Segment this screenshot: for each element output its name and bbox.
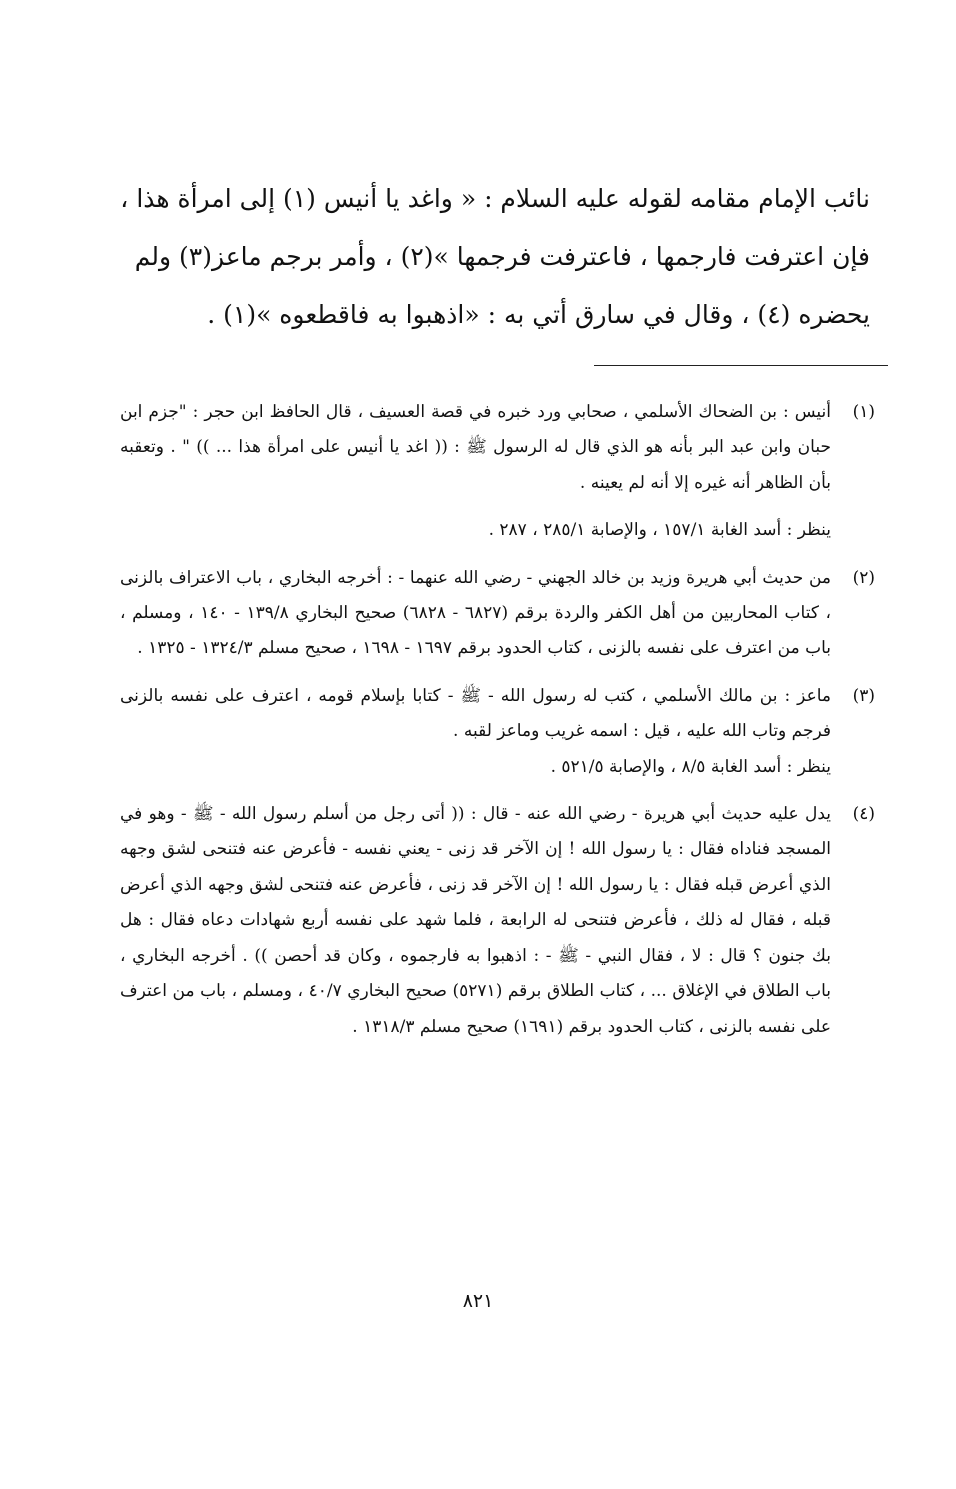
main-text-line: يحضره (٤) ، وقال في سارق أتي به : «اذهبوا به فاقطعوه »(١) . <box>207 300 870 329</box>
main-text-line: نائب الإمام مقامه لقوله عليه السلام : « واغد يا أنيس (١) إلى امرأة هذا ، <box>120 184 870 213</box>
footnotes-block <box>120 395 875 1045</box>
footnote-number: (١) <box>852 402 875 422</box>
footnote-text: يدل عليه حديث أبي هريرة - رضي الله عنه - قال : (( أتى رجل من أسلم رسول الله - ﷺ - وهو في المسجد فناداه فقال : يا رسول الله ! إن الآخر قد زنى - يعني نفسه - فأعرض عنه فتنحى لشق وجهه الذي أعرض قبله فقال : يا رسول الله ! إن الآخر قد زنى ، فأعرض عنه فتنحى لشق وجهه الذي أعرض قبله ، فقال له ذلك ، فأعرض فتنحى له الرابعة ، فلما شهد على نفسه أربع شهادات دعاه فقال : هل بك جنون ؟ قال : لا ، فقال النبي - ﷺ - : اذهبوا به فارجموه ، وكان قد أحصن )) . أخرجه البخاري ، باب الطلاق في الإغلاق ... ، كتاب الطلاق برقم (٥٢٧١) صحيح البخاري ٤٠/٧ ، ومسلم ، باب من اعترف على نفسه بالزنى ، كتاب الحدود برقم (١٦٩١) صحيح مسلم ١٣١٨/٣ . <box>120 804 832 1037</box>
main-text-line: فإن اعترفت فارجمها ، فاعترفت فرجمها »(٢) ، وأمر برجم ماعز(٣) ولم <box>134 242 870 271</box>
footnote-2 <box>120 561 875 667</box>
footnote-text: ماعز : بن مالك الأسلمي ، كتب له رسول الله - ﷺ - كتابا بإسلام قومه ، اعترف على نفسه بالزنى فرجم وتاب الله عليه ، قيل : اسمه غريب وماعز لقبه . <box>120 685 831 742</box>
footnote-3 <box>120 679 875 750</box>
footnote-number: (٤) <box>852 804 875 825</box>
main-text-block <box>110 170 870 344</box>
footnote-number: (٢) <box>852 567 875 588</box>
footnote-reference: ينظر : أسد الغابة ٨/٥ ، والإصابة ٥٢١/٥ . <box>550 756 831 777</box>
footnote-reference: ينظر : أسد الغابة ١٥٧/١ ، والإصابة ٢٨٥/١ ، ٢٨٧ . <box>488 520 831 541</box>
footnote-text: أنيس : بن الضحاك الأسلمي ، صحابي ورد خبره في قصة العسيف ، قال الحافظ ابن حجر : "جزم ابن حبان وابن عبد البر بأنه هو الذي قال له الرسول ﷺ : (( اغد يا أنيس على امرأة هذا ... )) " . وتعقبه بأن الظاهر أنه غيره إلا أنه لم يعينه . <box>120 402 831 493</box>
footnote-1 <box>120 395 875 501</box>
page-number: ٨٢١ <box>462 1290 494 1312</box>
footnote-text: من حديث أبي هريرة وزيد بن خالد الجهني - رضي الله عنهما - : أخرجه البخاري ، باب الاعتراف بالزنى ، كتاب المحاربين من أهل الكفر والردة برقم (٦٨٢٧ - ٦٨٢٨) صحيح البخاري ١٣٩/٨ - ١٤٠ ، ومسلم ، باب من اعترف على نفسه بالزنى ، كتاب الحدود برقم ١٦٩٧ - ١٦٩٨ ، صحيح مسلم ١٣٢٤/٣ - ١٣٢٥ . <box>120 567 832 659</box>
footnote-4 <box>120 797 875 1045</box>
footnote-number: (٣) <box>852 685 875 706</box>
footnote-divider <box>594 365 888 366</box>
